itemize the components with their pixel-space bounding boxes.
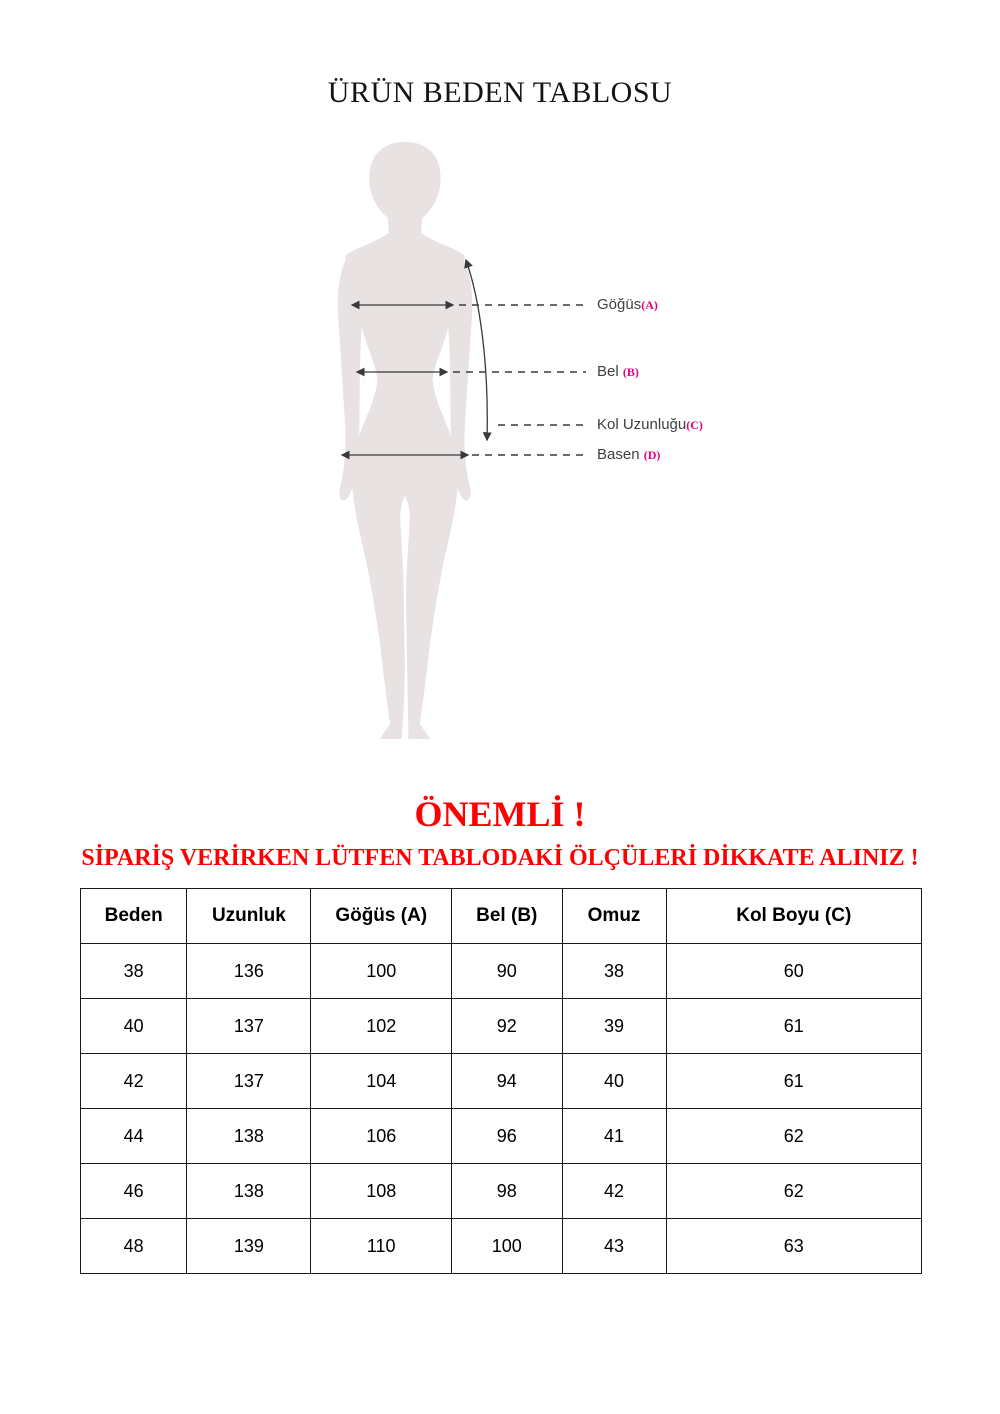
page-title: ÜRÜN BEDEN TABLOSU	[327, 76, 673, 109]
size-table-body	[81, 944, 922, 1274]
table-cell: 43	[562, 1219, 666, 1274]
table-cell: 38	[81, 944, 187, 999]
table-cell: 138	[187, 1164, 311, 1219]
body-measurement-illustration	[0, 130, 1000, 775]
chest-label-code: (A)	[641, 298, 658, 312]
order-warning-text: SİPARİŞ VERİRKEN LÜTFEN TABLODAKİ ÖLÇÜLERİ DİKKATE ALINIZ !	[81, 845, 919, 871]
important-heading: ÖNEMLİ !	[414, 794, 586, 834]
chest-label	[597, 296, 658, 313]
table-row	[81, 999, 922, 1054]
hip-label-code: (D)	[643, 448, 661, 462]
table-row	[81, 1109, 922, 1164]
arm-length-label	[597, 416, 703, 433]
hip-label-text: Basen	[597, 446, 644, 463]
table-cell: 46	[81, 1164, 187, 1219]
table-cell: 48	[81, 1219, 187, 1274]
table-cell: 44	[81, 1109, 187, 1164]
column-header: Kol Boyu (C)	[666, 889, 921, 944]
column-header: Beden	[81, 889, 187, 944]
table-cell: 92	[452, 999, 563, 1054]
table-cell: 102	[311, 999, 452, 1054]
table-cell: 96	[452, 1109, 563, 1164]
table-cell: 62	[666, 1164, 921, 1219]
table-cell: 38	[562, 944, 666, 999]
table-cell: 61	[666, 1054, 921, 1109]
table-cell: 62	[666, 1109, 921, 1164]
table-cell: 139	[187, 1219, 311, 1274]
table-cell: 136	[187, 944, 311, 999]
table-cell: 106	[311, 1109, 452, 1164]
table-cell: 40	[81, 999, 187, 1054]
table-cell: 104	[311, 1054, 452, 1109]
hip-label	[597, 446, 660, 463]
header-row	[81, 889, 922, 944]
table-cell: 98	[452, 1164, 563, 1219]
table-cell: 137	[187, 999, 311, 1054]
column-header: Omuz	[562, 889, 666, 944]
arm-length-label-code: (C)	[686, 418, 703, 432]
column-header: Bel (B)	[452, 889, 563, 944]
waist-label-code: (B)	[622, 365, 639, 379]
column-header: Göğüs (A)	[311, 889, 452, 944]
table-cell: 138	[187, 1109, 311, 1164]
table-row	[81, 1219, 922, 1274]
waist-label	[597, 363, 639, 380]
table-cell: 60	[666, 944, 921, 999]
table-row	[81, 1054, 922, 1109]
table-cell: 41	[562, 1109, 666, 1164]
table-cell: 108	[311, 1164, 452, 1219]
table-cell: 100	[311, 944, 452, 999]
column-header: Uzunluk	[187, 889, 311, 944]
table-cell: 90	[452, 944, 563, 999]
table-cell: 61	[666, 999, 921, 1054]
size-table-header	[81, 889, 922, 944]
table-cell: 39	[562, 999, 666, 1054]
table-cell: 40	[562, 1054, 666, 1109]
body-silhouette-icon	[338, 142, 473, 739]
table-cell: 42	[562, 1164, 666, 1219]
waist-label-text: Bel	[597, 363, 623, 380]
table-cell: 63	[666, 1219, 921, 1274]
table-cell: 94	[452, 1054, 563, 1109]
table-cell: 100	[452, 1219, 563, 1274]
table-cell: 42	[81, 1054, 187, 1109]
table-cell: 137	[187, 1054, 311, 1109]
size-table	[80, 888, 922, 1274]
arm-length-label-text: Kol Uzunluğu	[597, 416, 687, 433]
chest-label-text: Göğüs	[597, 296, 642, 313]
table-row	[81, 1164, 922, 1219]
table-row	[81, 944, 922, 999]
table-cell: 110	[311, 1219, 452, 1274]
measurement-diagram	[0, 130, 1000, 775]
